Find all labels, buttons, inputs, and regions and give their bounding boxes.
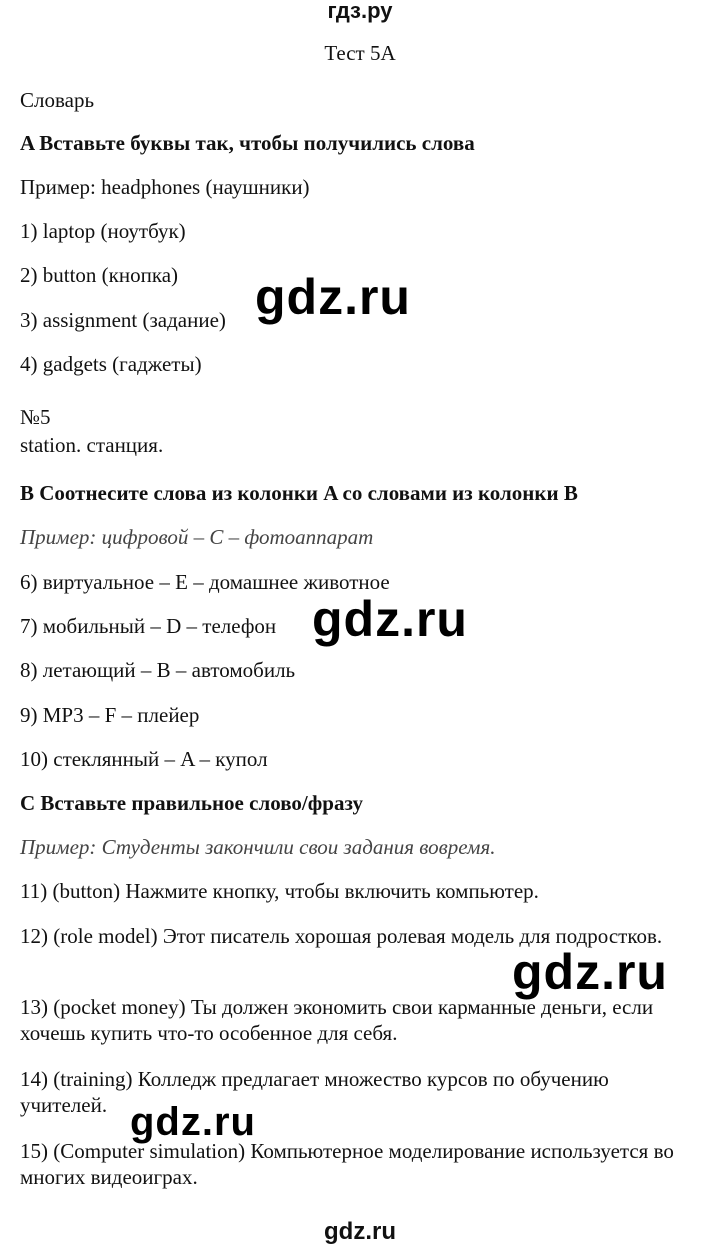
section-label: Словарь [20, 88, 95, 112]
part-b-item-10: 10) стеклянный – A – купол [20, 747, 268, 771]
part-b-example: Пример: цифровой – C – фотоаппарат [20, 525, 374, 549]
part-c-item-13: 13) (pocket money) Ты должен экономить свои карманные деньги, если хочешь купить что-то особенное для себя. [20, 995, 654, 1045]
part-b-item-7: 7) мобильный – D – телефон [20, 614, 277, 638]
part-c-item-12: 12) (role model) Этот писатель хорошая ролевая модель для подростков. [20, 924, 663, 948]
part-c-item-11: 11) (button) Нажмите кнопку, чтобы включить компьютер. [20, 879, 539, 903]
part-b-item-9: 9) MP3 – F – плейер [20, 703, 200, 727]
part-a-item-4: 4) gadgets (гаджеты) [20, 352, 202, 376]
note-number: №5 [20, 405, 51, 429]
part-a-item-1: 1) laptop (ноутбук) [20, 219, 186, 243]
part-a-heading: A Вставьте буквы так, чтобы получились слова [20, 131, 475, 155]
site-logo-bottom: gdz.ru [324, 1218, 396, 1245]
part-b-heading: B Соотнесите слова из колонки A со словами из колонки B [20, 481, 578, 505]
part-b-item-8: 8) летающий – B – автомобиль [20, 658, 296, 682]
watermark-2: gdz.ru [312, 591, 468, 647]
part-b-item-6: 6) виртуальное – E – домашнее животное [20, 570, 390, 594]
part-c-item-15: 15) (Computer simulation) Компьютерное моделирование используется во многих видеоиграх. [20, 1139, 674, 1189]
part-c-heading: C Вставьте правильное слово/фразу [20, 791, 363, 815]
watermark-3: gdz.ru [512, 944, 668, 1000]
test-title: Тест 5А [324, 41, 396, 65]
site-logo-top: гдз.ру [327, 0, 393, 23]
part-a-item-3: 3) assignment (задание) [20, 308, 226, 332]
part-a-item-2: 2) button (кнопка) [20, 263, 179, 287]
watermark-1: gdz.ru [255, 269, 411, 325]
watermark-4: gdz.ru [130, 1100, 256, 1144]
note-text: station. станция. [20, 433, 164, 457]
part-a-example: Пример: headphones (наушники) [20, 175, 310, 199]
part-c-item-14: 14) (training) Колледж предлагает множество курсов по обучению учителей. [20, 1067, 609, 1117]
part-c-example: Пример: Студенты закончили свои задания вовремя. [20, 835, 496, 859]
